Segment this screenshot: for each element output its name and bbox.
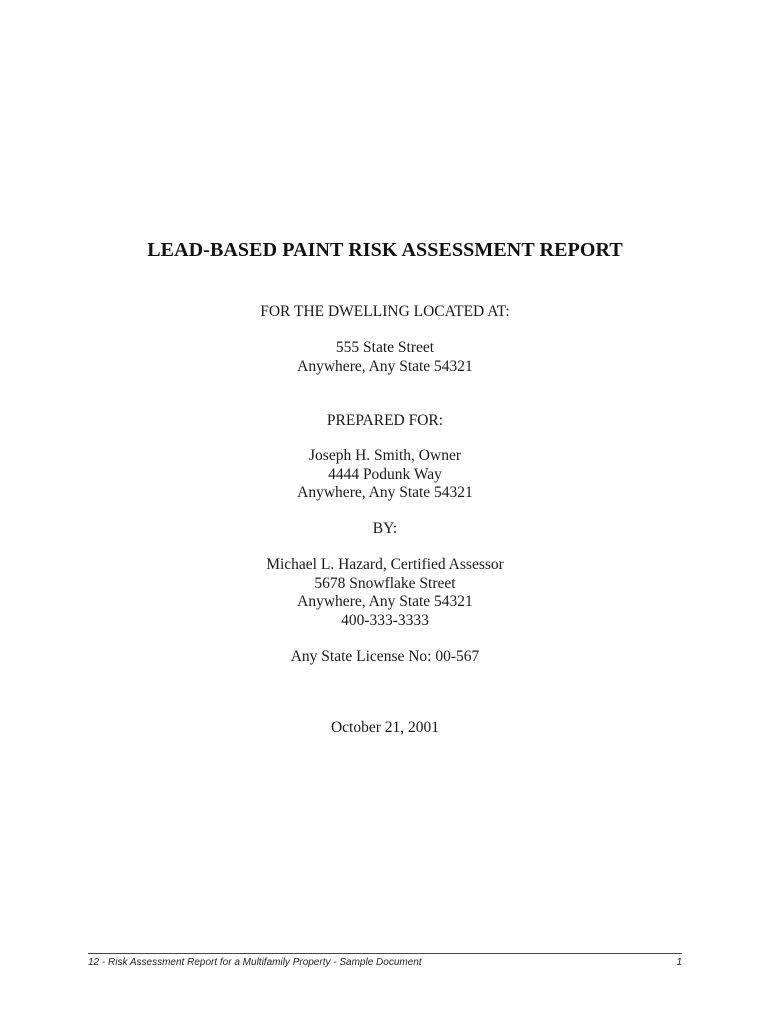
client-name: Joseph H. Smith, Owner xyxy=(309,447,461,464)
dwelling-address xyxy=(0,339,770,376)
prepared-for-heading xyxy=(0,412,770,431)
dwelling-street: 555 State Street xyxy=(335,339,435,356)
date-block xyxy=(0,719,770,738)
client-street: 4444 Podunk Way xyxy=(328,465,442,483)
dwelling-heading-text: FOR THE DWELLING LOCATED AT: xyxy=(260,303,510,320)
license-number: Any State License No: 00-567 xyxy=(290,648,480,665)
report-title: LEAD-BASED PAINT RISK ASSESSMENT REPORT xyxy=(147,239,623,261)
by-heading-text: BY: xyxy=(372,520,398,537)
assessor-name: Michael L. Hazard, Certified Assessor xyxy=(266,556,504,573)
license-block xyxy=(0,648,770,667)
client-city-state-zip: Anywhere, Any State 54321 xyxy=(297,484,473,501)
assessor-city-state-zip: Anywhere, Any State 54321 xyxy=(297,593,473,610)
footer-document-title: 12 - Risk Assessment Report for a Multifamily Property - Sample Document xyxy=(88,957,422,968)
by-heading xyxy=(0,520,770,539)
assessor-street: 5678 Snowflake Street xyxy=(314,574,456,592)
report-date: October 21, 2001 xyxy=(330,719,440,736)
dwelling-heading xyxy=(0,303,770,322)
prepared-for-block xyxy=(0,447,770,503)
footer-divider xyxy=(88,953,682,954)
footer-page-number: 1 xyxy=(676,957,682,968)
prepared-for-heading-text: PREPARED FOR: xyxy=(326,412,444,429)
prepared-by-block xyxy=(0,556,770,630)
assessor-phone: 400-333-3333 xyxy=(341,611,429,629)
dwelling-city-state-zip: Anywhere, Any State 54321 xyxy=(297,357,473,375)
